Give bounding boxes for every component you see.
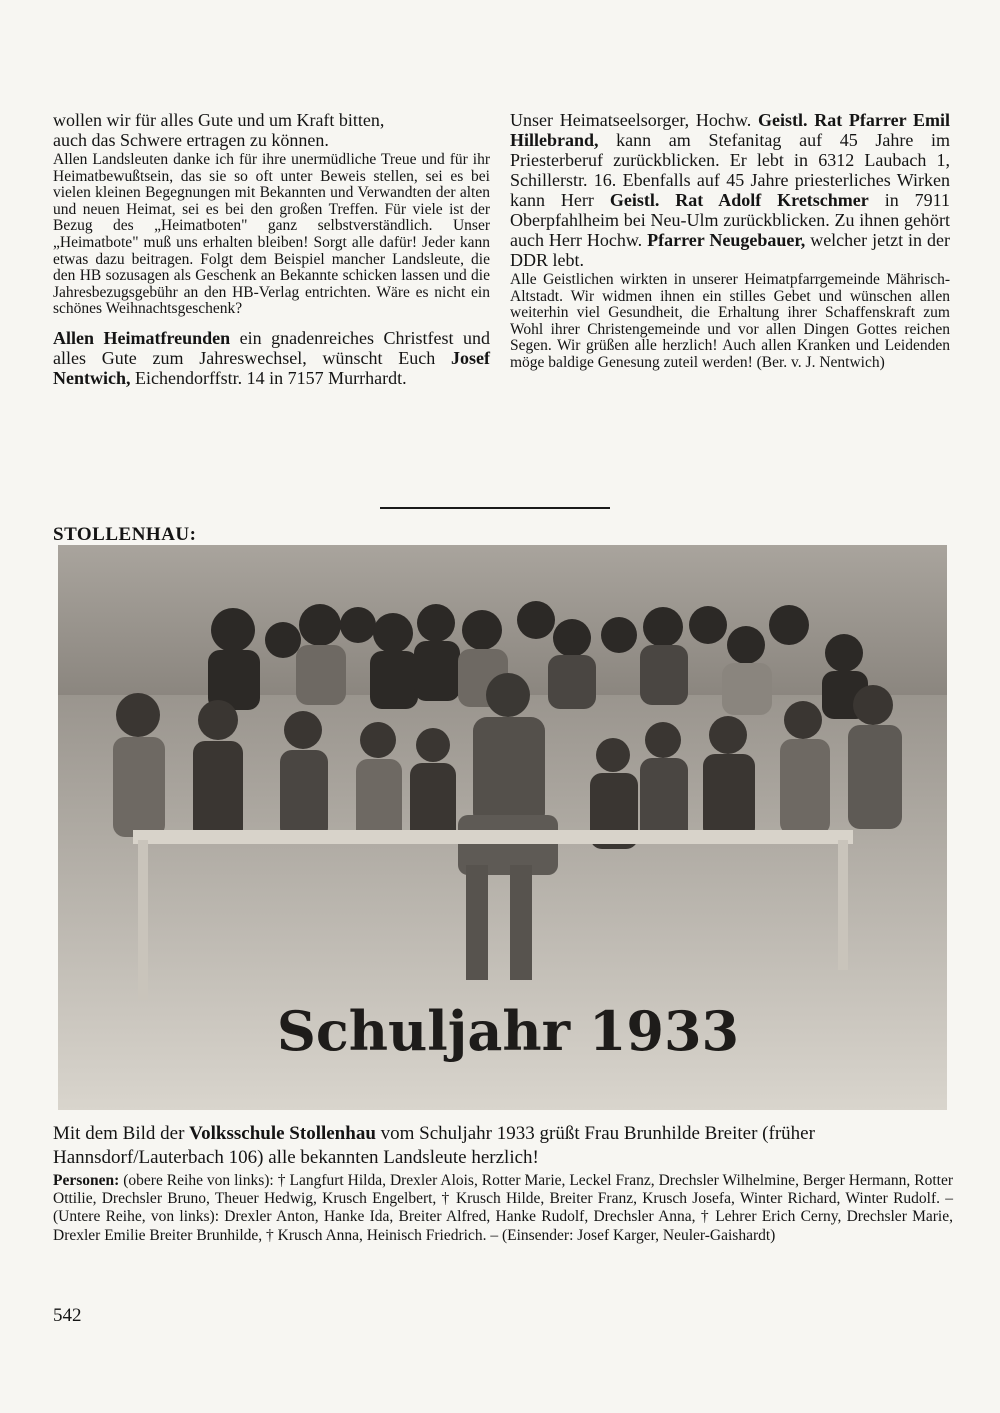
right-column — [510, 110, 950, 372]
photo-inscription: Schuljahr 1933 — [276, 999, 740, 1063]
persons-label: Personen: — [53, 1172, 120, 1189]
photo-illustration — [58, 545, 947, 1110]
photo-caption — [53, 1122, 953, 1170]
school-class-photo — [58, 545, 947, 1110]
greeting-name: Josef Nentwich, — [53, 347, 490, 388]
section-divider — [380, 507, 610, 509]
p1-part-g: welcher jetzt in der DDR lebt. — [510, 230, 950, 270]
persons-text: (obere Reihe von links): † Langfurt Hilda, Drexler Alois, Rotter Marie, Leckel Franz, Drechsler Wilhelmine, Berger Hermann, Rotter Ottilie, Drechsler Bruno, Theuer Hedwig, Krusch Engelbert, † Krusch Hilde, Breiter Franz, Krusch Josefa, Winter Richard, Winter Rudolf. – (Untere Reihe, von links): Drexler Anton, Hanke Ida, Breiter Alfred, Hanke Rudolf, Drechsler Anna, † Lehrer Erich Cerny, Drechsler Marie, Drexler Emilie Breiter Brunhilde, † Krusch Anna, Heinisch Friedrich. – (Einsender: Josef Karger, Neuler-Gaishardt) — [53, 1172, 953, 1244]
p1-name-hillebrand: Geistl. Rat Pfarrer Emil Hillebrand, — [510, 110, 950, 150]
christmas-greeting — [53, 328, 490, 388]
intro-line-2: auch das Schwere ertragen zu können. — [53, 130, 329, 150]
blessing-paragraph: Alle Geistlichen wirkten in unserer Heimatpfarrgemeinde Mährisch-Altstadt. Wir widmen ihnen ein stilles Gebet und wünschen allen weiterhin viel Gesundheit, die Erhaltung ihrer Schaffenskraft zum Wohl ihrer Christengemeinde und vor allen Dingen Gottes reichen Segen. Wir grüßen alle herzlich! Auch allen Kranken und Leidenden möge baldige Genesung zuteil werden! (Ber. v. J. Nentwich) — [510, 271, 950, 371]
p1-part-c: kann am Stefanitag auf 45 Jahre im Priesterberuf zurückblicken. Er lebt in 6312 Laubach 1, Schillerstr. 16. Ebenfalls auf 45 Jahre priesterliches Wirken kann Herr — [510, 130, 950, 210]
page-number: 542 — [53, 1305, 82, 1326]
caption-school-name: Volksschule Stollenhau — [189, 1123, 376, 1144]
p1-part-a: Unser Heimatseelsorger, Hochw. — [510, 110, 758, 130]
intro-line-1: wollen wir für alles Gute und um Kraft bitten, — [53, 110, 385, 130]
p1-name-neugebauer: Pfarrer Neugebauer, — [647, 230, 806, 250]
p1-name-kretschmer: Geistl. Rat Adolf Kretschmer — [609, 190, 869, 210]
left-column — [53, 110, 490, 388]
section-heading: STOLLENHAU: — [53, 524, 197, 545]
thanks-paragraph: Allen Landsleuten danke ich für ihre unermüdliche Treue und für ihr Heimatbewußtsein, das sie so oft unter Beweis stellen, sei es bei vielen kleinen Begegnungen mit Bekannten und Verwandten der alten und neuen Heimat, sei es bei den großen Treffen. Für viele ist der Bezug des „Heimatboten" ganz selbstverständlich. Unser „Heimatbote" muß uns erhalten bleiben! Sorgt alle dafür! Jeder kann etwas dazu beitragen. Folgt dem Beispiel mancher Landsleute, die den HB sozusagen als Geschenk an Bekannte schicken lassen und die Jahresbezugsgebühr an den HB-Verlag entrichten. Wäre es nicht ein schönes Weihnachtsgeschenk? — [53, 151, 490, 318]
greeting-end: Eichendorffstr. 14 in 7157 Murrhardt. — [130, 367, 407, 388]
caption-part-c: vom Schuljahr 1933 grüßt Frau Brunhilde Breiter (früher Hannsdorf/Lauterbach 106) alle bekannten Landsleute herzlich! — [53, 1123, 815, 1168]
greeting-bold-start: Allen Heimatfreunden — [53, 327, 231, 348]
p1-part-e: in 7911 Oberpfahlheim bei Neu-Ulm zurückblicken. Zu ihnen gehört auch Herr Hochw. — [510, 190, 950, 250]
priest-anniversary-paragraph — [510, 110, 950, 270]
greeting-middle: ein gnadenreiches Christfest und alles Gute zum Jahreswechsel, wünscht Euch — [53, 327, 490, 368]
persons-list — [53, 1172, 953, 1245]
caption-part-a: Mit dem Bild der — [53, 1123, 190, 1144]
